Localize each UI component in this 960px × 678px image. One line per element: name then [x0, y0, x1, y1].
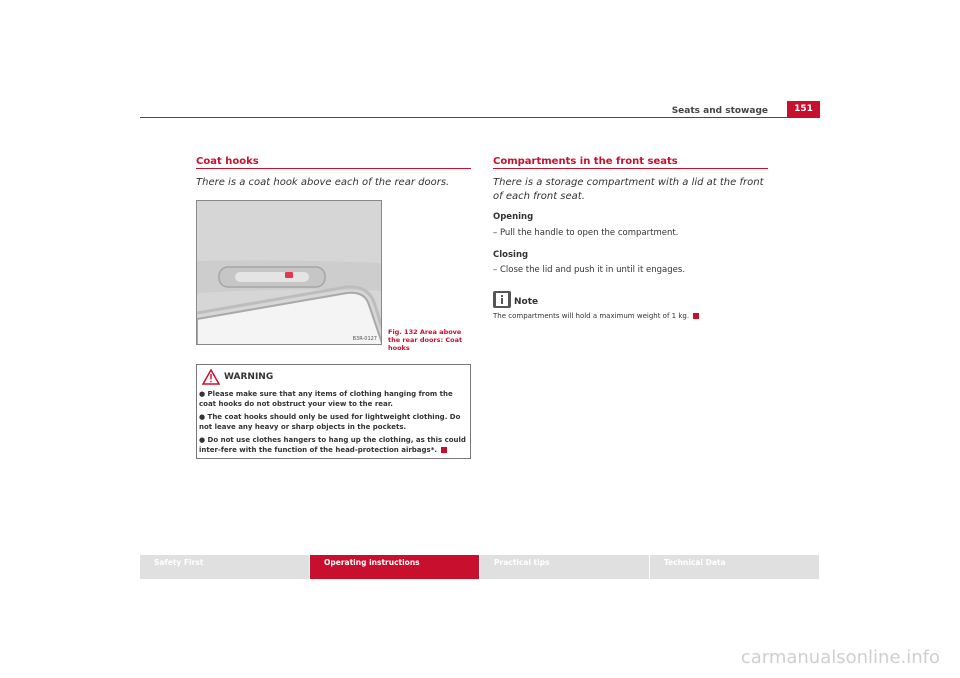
footer-tab-safety-first[interactable]: Safety First — [140, 555, 309, 579]
closing-step: – Close the lid and push it in until it engages. — [493, 265, 686, 275]
closing-label: Closing — [493, 250, 529, 260]
footer-tab-operating-instructions[interactable]: Operating instructions — [310, 555, 479, 579]
watermark: carmanualsonline.info — [740, 647, 940, 668]
header-rule — [140, 117, 820, 118]
page-number: 151 — [787, 101, 820, 118]
section-heading-coat-hooks: Coat hooks — [196, 156, 259, 167]
heading-rule — [196, 168, 471, 169]
figure-caption: Fig. 132 Area above the rear doors: Coat hooks — [388, 328, 463, 352]
opening-step: – Pull the handle to open the compartment. — [493, 228, 679, 238]
end-of-section-mark — [693, 313, 699, 319]
figure-coat-hook-image — [196, 200, 382, 345]
figure-code: B3R-0127 — [352, 336, 377, 342]
warning-triangle-icon — [202, 369, 220, 385]
warning-title: WARNING — [224, 372, 274, 382]
heading-rule — [493, 168, 768, 169]
section-intro: There is a coat hook above each of the rear doors. — [196, 177, 450, 188]
section-intro: There is a storage compartment with a lid at the front of each front seat. — [493, 177, 764, 202]
opening-label: Opening — [493, 212, 534, 222]
warning-item: ● Do not use clothes hangers to hang up the clothing, as this could inter-fere with the function of the head-protection airbags*. — [199, 436, 466, 454]
note-text: The compartments will hold a maximum weight of 1 kg. — [493, 312, 699, 320]
footer-tab-technical-data[interactable]: Technical Data — [650, 555, 819, 579]
warning-item: ● Please make sure that any items of clothing hanging from the coat hooks do not obstruct your view to the rear. — [199, 390, 453, 408]
coat-hook-illustration — [197, 201, 382, 345]
end-of-section-mark — [441, 447, 447, 453]
warning-item: ● The coat hooks should only be used for lightweight clothing. Do not leave any heavy or sharp objects in the pockets. — [199, 413, 461, 431]
running-header-title: Seats and stowage — [671, 106, 768, 116]
section-heading-compartments: Compartments in the front seats — [493, 156, 678, 167]
warning-box — [196, 364, 471, 459]
note-icon — [493, 291, 511, 308]
footer-tab-practical-tips[interactable]: Practical tips — [480, 555, 649, 579]
note-title: Note — [514, 297, 539, 307]
